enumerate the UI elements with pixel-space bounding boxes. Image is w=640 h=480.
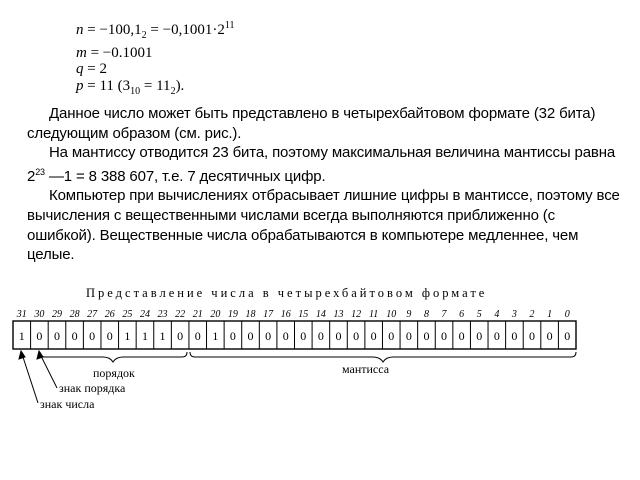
bit-numbers bbox=[16, 309, 570, 320]
bit-number: 31 bbox=[16, 309, 27, 320]
field-brackets bbox=[40, 352, 576, 362]
bit-value: 1 bbox=[212, 329, 219, 343]
p2-before: На мантиссу отводится 23 бита, поэтому максимальная величина мантиссы равна 2 bbox=[27, 144, 616, 185]
bit-value: 0 bbox=[53, 329, 60, 343]
bit-number: 22 bbox=[175, 309, 186, 320]
p2-after: —1 = 8 388 607, т.е. 7 десятичных цифр. bbox=[44, 167, 326, 185]
bit-number: 5 bbox=[476, 309, 482, 320]
bit-number: 0 bbox=[564, 309, 570, 320]
diagram-title: Представление числа в четырехбайтовом формате bbox=[86, 286, 488, 300]
bit-number: 30 bbox=[34, 309, 45, 320]
bit-number: 23 bbox=[157, 309, 168, 320]
bit-value: 0 bbox=[423, 329, 430, 343]
var-q: q bbox=[76, 61, 84, 77]
bit-number: 9 bbox=[406, 309, 412, 320]
bit-value: 0 bbox=[511, 329, 518, 343]
number-sign-arrowhead bbox=[19, 351, 25, 359]
bit-value: 0 bbox=[265, 329, 272, 343]
bit-value: 0 bbox=[300, 329, 307, 343]
bit-value: 0 bbox=[353, 329, 360, 343]
bit-number: 3 bbox=[511, 309, 517, 320]
mantissa-bracket bbox=[190, 352, 576, 362]
bit-number: 8 bbox=[423, 309, 429, 320]
bit-value: 0 bbox=[177, 329, 184, 343]
bit-number: 14 bbox=[315, 309, 326, 320]
bit-number: 24 bbox=[139, 309, 150, 320]
bit-value: 0 bbox=[476, 329, 483, 343]
bit-value: 1 bbox=[18, 329, 25, 343]
p-end: ). bbox=[175, 77, 185, 94]
bit-value: 1 bbox=[124, 329, 131, 343]
bit-value: 0 bbox=[89, 329, 96, 343]
bit-number: 16 bbox=[280, 309, 291, 320]
n-rhs: = −0,1001·2 bbox=[150, 22, 225, 38]
bit-number: 7 bbox=[441, 309, 447, 320]
bit-number: 13 bbox=[333, 309, 344, 320]
bit-value: 0 bbox=[370, 329, 377, 343]
bit-number: 18 bbox=[245, 309, 256, 320]
bit-number: 25 bbox=[122, 309, 133, 320]
p-sub2: 2 bbox=[170, 85, 176, 97]
paragraph-1: Данное число может быть представлено в четырехбайтовом формате (32 бита) следующим образом (см. рис.). bbox=[27, 105, 596, 142]
bit-value: 0 bbox=[564, 329, 571, 343]
n-lhs-sub: 2 bbox=[141, 30, 147, 41]
bit-number: 27 bbox=[87, 309, 98, 320]
bit-number: 10 bbox=[386, 309, 397, 320]
number-sign-arrow-line bbox=[22, 354, 38, 403]
q-rhs: = 2 bbox=[87, 61, 107, 77]
m-rhs: = −0.1001 bbox=[90, 44, 153, 61]
pointer-arrows bbox=[19, 351, 57, 403]
order-sign-label: знак порядка bbox=[59, 381, 126, 395]
order-sign-arrowhead bbox=[37, 351, 43, 359]
bit-value: 0 bbox=[529, 329, 536, 343]
bit-number: 29 bbox=[51, 309, 62, 320]
bit-number: 17 bbox=[263, 309, 274, 320]
paragraph-3: Компьютер при вычислениях отбрасывает лишние цифры в мантиссе, поэтому все вычисления с вещественными числами всегда выполняются приближенно (с ошибкой). Вещественные числа обрабатываются в компьютере медленнее, чем целые. bbox=[27, 187, 620, 264]
bit-number: 11 bbox=[369, 309, 379, 320]
bit-value: 0 bbox=[247, 329, 254, 343]
bit-value: 0 bbox=[493, 329, 500, 343]
var-m: m bbox=[76, 44, 87, 61]
n-lhs: = −100,1 bbox=[87, 22, 142, 38]
bit-value: 0 bbox=[282, 329, 289, 343]
bit-number: 6 bbox=[459, 309, 465, 320]
order-sign-arrow-line bbox=[40, 354, 57, 388]
bit-number: 15 bbox=[298, 309, 309, 320]
bit-number: 12 bbox=[351, 309, 362, 320]
n-rhs-sup: 11 bbox=[224, 20, 235, 31]
p-rhs: = 11 (3 bbox=[87, 77, 131, 94]
bit-number: 21 bbox=[192, 309, 203, 320]
bit-cells bbox=[19, 321, 570, 349]
bit-number: 2 bbox=[529, 309, 535, 320]
p-mid: = 11 bbox=[140, 77, 171, 94]
bit-number: 28 bbox=[69, 309, 80, 320]
bit-value: 0 bbox=[229, 329, 236, 343]
bit-value: 0 bbox=[441, 329, 448, 343]
order-bracket bbox=[40, 352, 187, 362]
bit-value: 0 bbox=[405, 329, 412, 343]
order-label: порядок bbox=[93, 366, 135, 380]
var-p: p bbox=[76, 77, 84, 94]
bit-value: 0 bbox=[546, 329, 553, 343]
bit-value: 0 bbox=[106, 329, 113, 343]
bit-value: 0 bbox=[458, 329, 465, 343]
p-sub1: 10 bbox=[130, 85, 141, 97]
bit-value: 0 bbox=[335, 329, 342, 343]
mantissa-label: мантисса bbox=[342, 362, 390, 376]
bit-value: 1 bbox=[159, 329, 166, 343]
var-n: n bbox=[76, 22, 84, 38]
bit-value: 0 bbox=[317, 329, 324, 343]
bit-number: 26 bbox=[104, 309, 115, 320]
bit-number: 4 bbox=[494, 309, 500, 320]
bit-value: 0 bbox=[71, 329, 78, 343]
bit-number: 19 bbox=[227, 309, 238, 320]
bit-value: 1 bbox=[141, 329, 148, 343]
bit-value: 0 bbox=[194, 329, 201, 343]
p2-sup: 23 bbox=[35, 166, 45, 177]
bit-number: 1 bbox=[547, 309, 553, 320]
bit-value: 0 bbox=[36, 329, 43, 343]
bit-number: 20 bbox=[210, 309, 221, 320]
number-sign-label: знак числа bbox=[40, 397, 95, 411]
bit-value: 0 bbox=[388, 329, 395, 343]
